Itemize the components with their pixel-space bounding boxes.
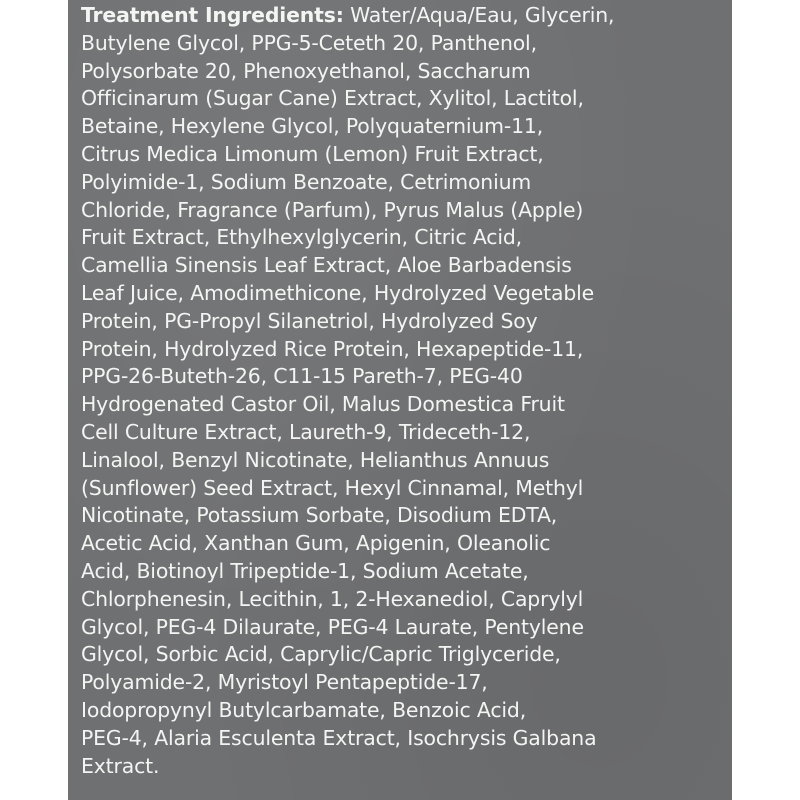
ingredients-text-block (81, 2, 727, 780)
ingredients-list: Water/Aqua/Eau, Glycerin, Butylene Glycol, PPG-5-Ceteth 20, Panthenol, Polysorbate 20, Phenoxyethanol, Saccharum Officinarum (Sugar Cane) Extract, Xylitol, Lactitol, Betaine, Hexylene Glycol, Polyquaternium-11, Citrus Medica Limonum (Lemon) Fruit Extract, Polyimide-1, Sodium Benzoate, Cetrimonium Chloride, Fragrance (Parfum), Pyrus Malus (Apple) Fruit Extract, Ethylhexylglycerin, Citric Acid, Camellia Sinensis Leaf Extract, Aloe Barbadensis Leaf Juice, Amodimethicone, Hydrolyzed Vegetable Protein, PG-Propyl Silanetriol, Hydrolyzed Soy Protein, Hydrolyzed Rice Protein, Hexapeptide-11, PPG-26-Buteth-26, C11-15 Pareth-7, PEG-40 Hydrogenated Castor Oil, Malus Domestica Fruit Cell Culture Extract, Laureth-9, Trideceth-12, Linalool, Benzyl Nicotinate, Helianthus Annuus (Sunflower) Seed Extract, Hexyl Cinnamal, Methyl Nicotinate, Potassium Sorbate, Disodium EDTA, Acetic Acid, Xanthan Gum, Apigenin, Oleanolic Acid, Biotinoyl Tripeptide-1, Sodium Acetate, Chlorphenesin, Lecithin, 1, 2-Hexanediol, Caprylyl Glycol, PEG-4 Dilaurate, PEG-4 Laurate, Pentylene Glycol, Sorbic Acid, Caprylic/Capric Triglyceride, Polyamide-2, Myristoyl Pentapeptide-17, Iodopropynyl Butylcarbamate, Benzoic Acid, PEG-4, Alaria Esculenta Extract, Isochrysis Galbana Extract. (81, 3, 615, 778)
ingredients-heading: Treatment Ingredients: (81, 3, 344, 27)
ingredient-label-panel (68, 0, 732, 800)
